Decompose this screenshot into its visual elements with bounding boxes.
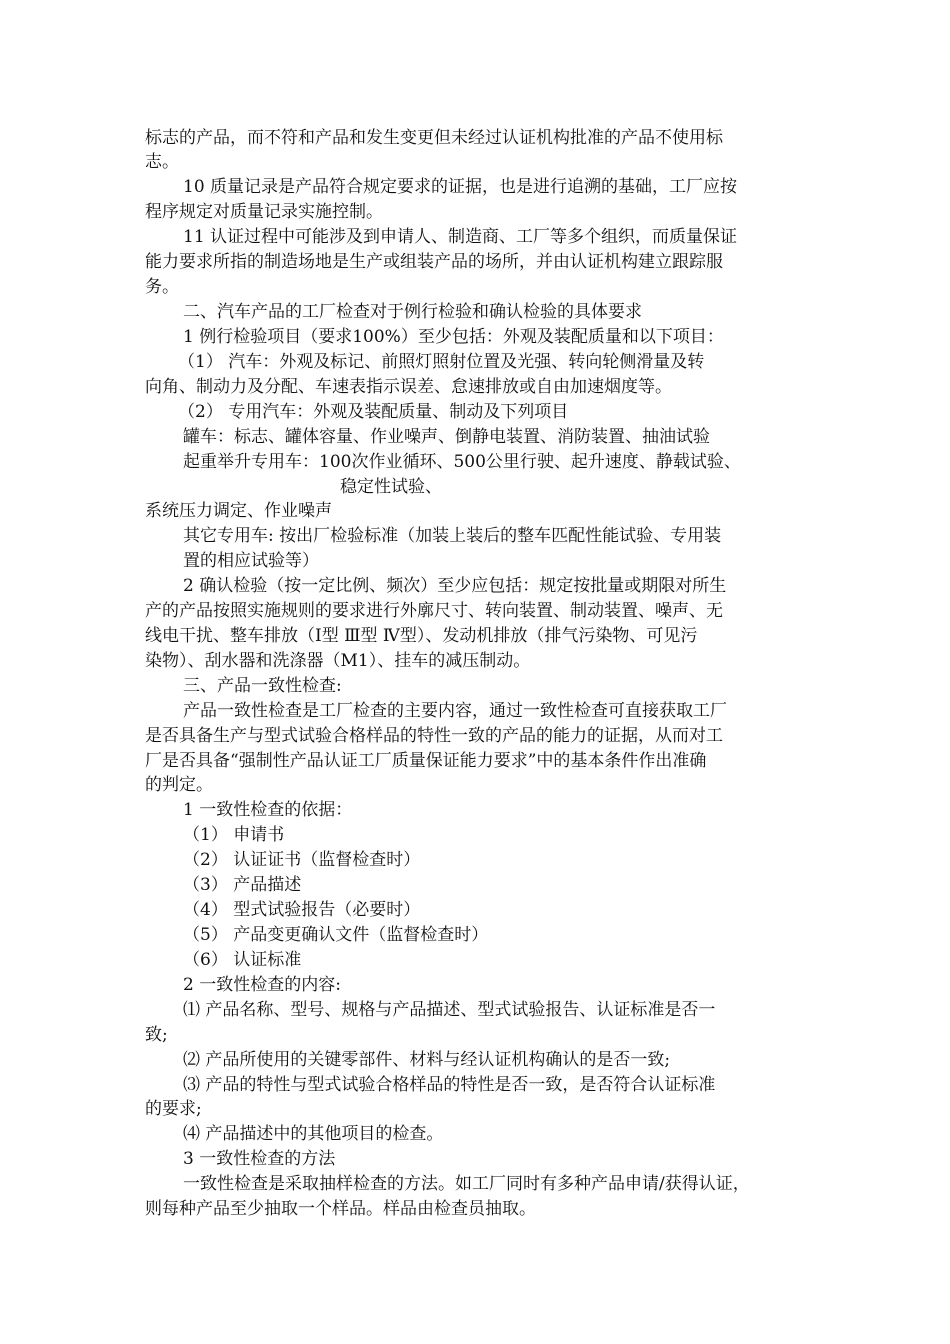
list-item: （4） 型式试验报告（必要时） [183,900,421,920]
text-line: 2 确认检验（按一定比例、频次）至少应包括：规定按批量或期限对所生 [183,576,727,596]
text-line: 10 质量记录是产品符合规定要求的证据，也是进行追溯的基础，工厂应按 [183,177,738,197]
text-line: 产品一致性检查是工厂检查的主要内容，通过一致性检查可直接获取工厂 [183,701,727,721]
text-line: 系统压力调定、作业噪声 [145,501,332,521]
text-line: 向角、制动力及分配、车速表指示误差、怠速排放或自由加速烟度等。 [145,377,672,397]
text-line: 程序规定对质量记录实施控制。 [145,202,383,222]
text-line: 罐车：标志、罐体容量、作业噪声、倒静电装置、消防装置、抽油试验 [183,427,710,447]
text-line: 起重举升专用车：100次作业循环、500公里行驶、起升速度、静载试验、 [183,452,741,472]
list-item: （3） 产品描述 [183,875,302,895]
text-line: 2 一致性检查的内容: [183,975,341,995]
list-item: （6） 认证标准 [183,950,302,970]
list-item: ⑶ 产品的特性与型式试验合格样品的特性是否一致，是否符合认证标准 [183,1075,716,1095]
text-line: 是否具备生产与型式试验合格样品的特性一致的产品的能力的证据，从而对工 [145,726,723,746]
text-line: 11 认证过程中可能涉及到申请人、制造商、工厂等多个组织，而质量保证 [183,227,738,247]
text-line: 厂是否具备“强制性产品认证工厂质量保证能力要求”中的基本条件作出准确 [145,751,707,771]
text-line: 线电干扰、整车排放（Ⅰ型 Ⅲ型 Ⅳ型）、发动机排放（排气污染物、可见污 [145,626,698,646]
text-line: 的要求; [145,1099,202,1119]
list-item: （1） 申请书 [183,825,285,845]
text-line: 1 一致性检查的依据： [183,800,353,820]
text-line: 的判定。 [145,775,213,795]
text-line: （2） 专用汽车：外观及装配质量、制动及下列项目 [178,402,569,422]
list-item: ⑷ 产品描述中的其他项目的检查。 [183,1124,444,1144]
section-heading: 二、汽车产品的工厂检查对于例行检验和确认检验的具体要求 [183,302,642,322]
text-line: 志。 [145,152,179,172]
text-line: 能力要求所指的制造场地是生产或组装产品的场所，并由认证机构建立跟踪服 [145,252,723,272]
text-line: 则每种产品至少抽取一个样品。样品由检查员抽取。 [145,1199,536,1219]
text-line: 1 例行检验项目（要求100%）至少包括：外观及装配质量和以下项目： [183,327,724,347]
text-line: 染物）、刮水器和洗涤器（M1）、挂车的减压制动。 [145,651,531,671]
section-heading: 三、产品一致性检查: [183,676,342,696]
list-item: ⑴ 产品名称、型号、规格与产品描述、型式试验报告、认证标准是否一 [183,1000,716,1020]
text-line: （1） 汽车：外观及标记、前照灯照射位置及光强、转向轮侧滑量及转 [178,352,705,372]
text-line: 务。 [145,277,179,297]
text-line: 一致性检查是采取抽样检查的方法。如工厂同时有多种产品申请/获得认证， [183,1174,750,1194]
text-line: 其它专用车: 按出厂检验标准（加装上装后的整车匹配性能试验、专用装 [183,526,722,546]
text-line: 产的产品按照实施规则的要求进行外廓尺寸、转向装置、制动装置、噪声、无 [145,601,723,621]
list-item: ⑵ 产品所使用的关键零部件、材料与经认证机构确认的是否一致; [183,1050,671,1070]
text-line: 置的相应试验等） [183,551,319,571]
text-line: 3 一致性检查的方法 [183,1149,336,1169]
text-line: 稳定性试验、 [340,477,442,497]
text-line: 致; [145,1025,168,1045]
list-item: （5） 产品变更确认文件（监督检查时） [183,925,489,945]
list-item: （2） 认证证书（监督检查时） [183,850,421,870]
text-line: 标志的产品，而不符和产品和发生变更但未经过认证机构批准的产品不使用标 [145,128,723,148]
